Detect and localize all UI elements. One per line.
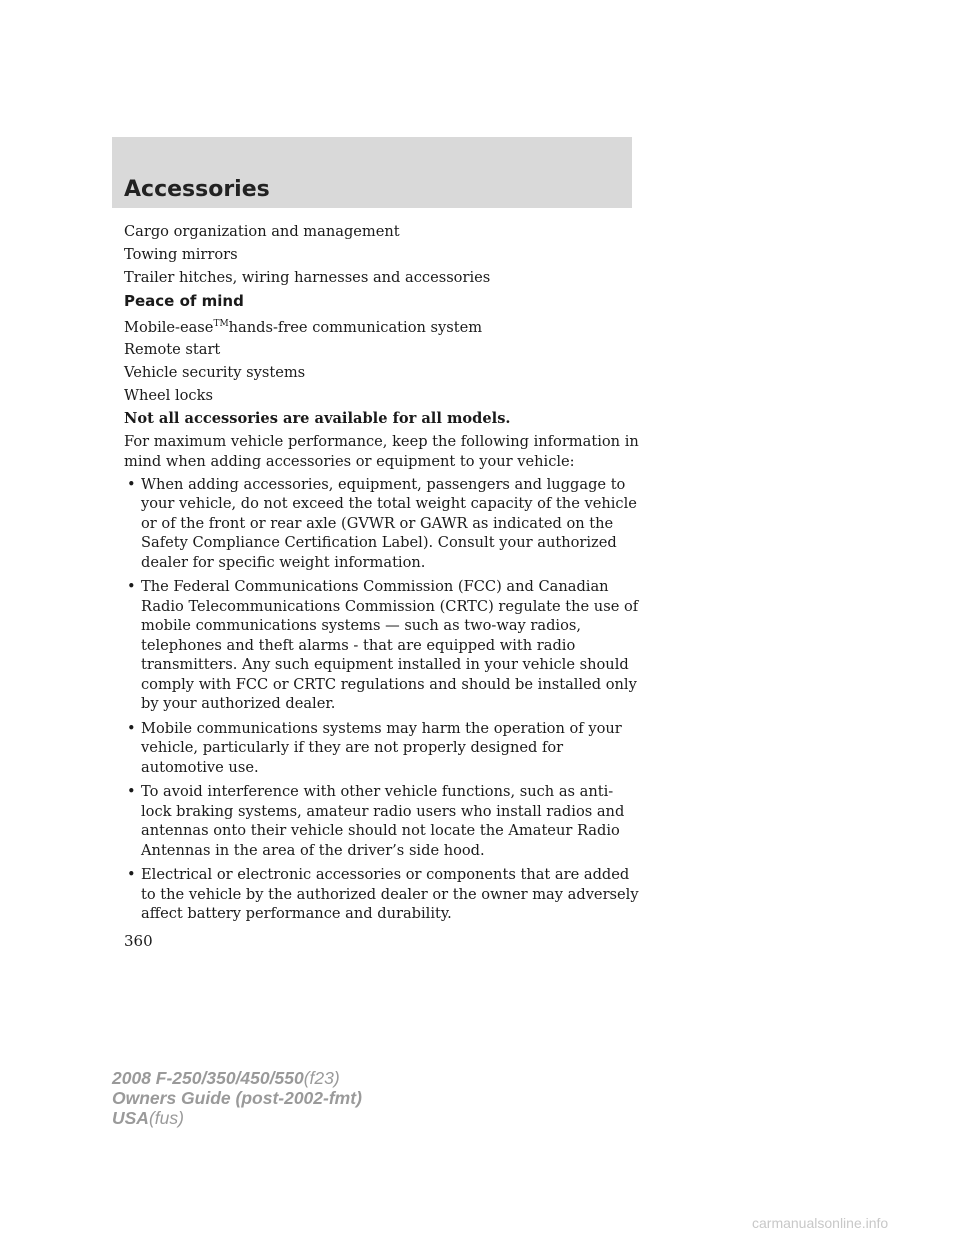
intro-paragraph: For maximum vehicle performance, keep the following information in mind when adding accessories or equipment to your vehicle: — [124, 433, 639, 470]
list-item: Remote start — [124, 341, 221, 359]
bullet-icon: • — [127, 719, 136, 737]
list-item: Towing mirrors — [124, 246, 238, 263]
bullet-item — [124, 865, 639, 924]
watermark-link[interactable]: carmanualsonline.info — [752, 1215, 889, 1231]
footer-title: Owners Guide (post-2002-fmt) — [112, 1088, 362, 1108]
mobile-ease-desc: hands-free communication system — [228, 318, 483, 336]
footer-line-title — [112, 1088, 362, 1108]
bullet-icon: • — [127, 578, 136, 596]
bullet-text: To avoid interference with other vehicle functions, such as anti-lock braking systems, amateur radio users who install radios and antennas onto their vehicle should not locate the Amateur Radio Antennas in the area of the driver’s side hood. — [141, 783, 625, 859]
trademark-mark: TM — [213, 318, 229, 329]
bullet-text: Mobile communications systems may harm the operation of your vehicle, particularly if they are not properly designed for automotive use. — [141, 719, 622, 776]
page-content — [124, 222, 639, 929]
availability-note: Not all accessories are available for all models. — [124, 410, 511, 428]
bullet-item — [124, 782, 639, 860]
bullet-item — [124, 475, 639, 573]
list-item: Cargo organization and management — [124, 223, 400, 240]
section-title: Accessories — [124, 177, 270, 202]
list-item: Trailer hitches, wiring harnesses and accessories — [124, 269, 491, 286]
footer-market: USA — [112, 1108, 149, 1128]
bullet-item — [124, 577, 639, 714]
bullet-text: When adding accessories, equipment, passengers and luggage to your vehicle, do not exceed the total weight capacity of the vehicle or of the front or rear axle (GVWR or GAWR as indicated on the Safety Compliance Certification Label). Consult your authorized dealer for specific weight information. — [141, 475, 637, 571]
footer-market-code: (fus) — [148, 1108, 184, 1128]
section-header-band — [112, 137, 632, 208]
peace-of-mind-heading: Peace of mind — [124, 291, 244, 310]
footer-line-model — [112, 1068, 362, 1088]
bullet-icon: • — [127, 866, 136, 884]
document-footer — [112, 1068, 362, 1128]
footer-model: 2008 F-250/350/450/550 — [112, 1068, 304, 1088]
list-item: Wheel locks — [124, 387, 213, 405]
bullet-list — [124, 475, 639, 924]
footer-model-code: (f23) — [303, 1068, 340, 1088]
bullet-icon: • — [127, 475, 136, 493]
bullet-icon: • — [127, 783, 136, 801]
mobile-ease-label: Mobile-ease — [124, 318, 214, 336]
list-item: Vehicle security systems — [124, 364, 306, 382]
page-number: 360 — [124, 932, 153, 950]
bullet-item — [124, 719, 639, 778]
bullet-text: The Federal Communications Commission (FCC) and Canadian Radio Telecommunications Commission (CRTC) regulate the use of mobile communications systems — such as two-way radios, telephones and theft alarms - that are equipped with radio transmitters. Any such equipment installed in your vehicle should comply with FCC or CRTC regulations and should be installed only by your authorized dealer. — [141, 578, 639, 713]
footer-line-market — [112, 1108, 362, 1128]
list-item-mobile-ease — [124, 315, 639, 337]
bullet-text: Electrical or electronic accessories or components that are added to the vehicle by the authorized dealer or the owner may adversely affect battery performance and durability. — [141, 866, 639, 923]
